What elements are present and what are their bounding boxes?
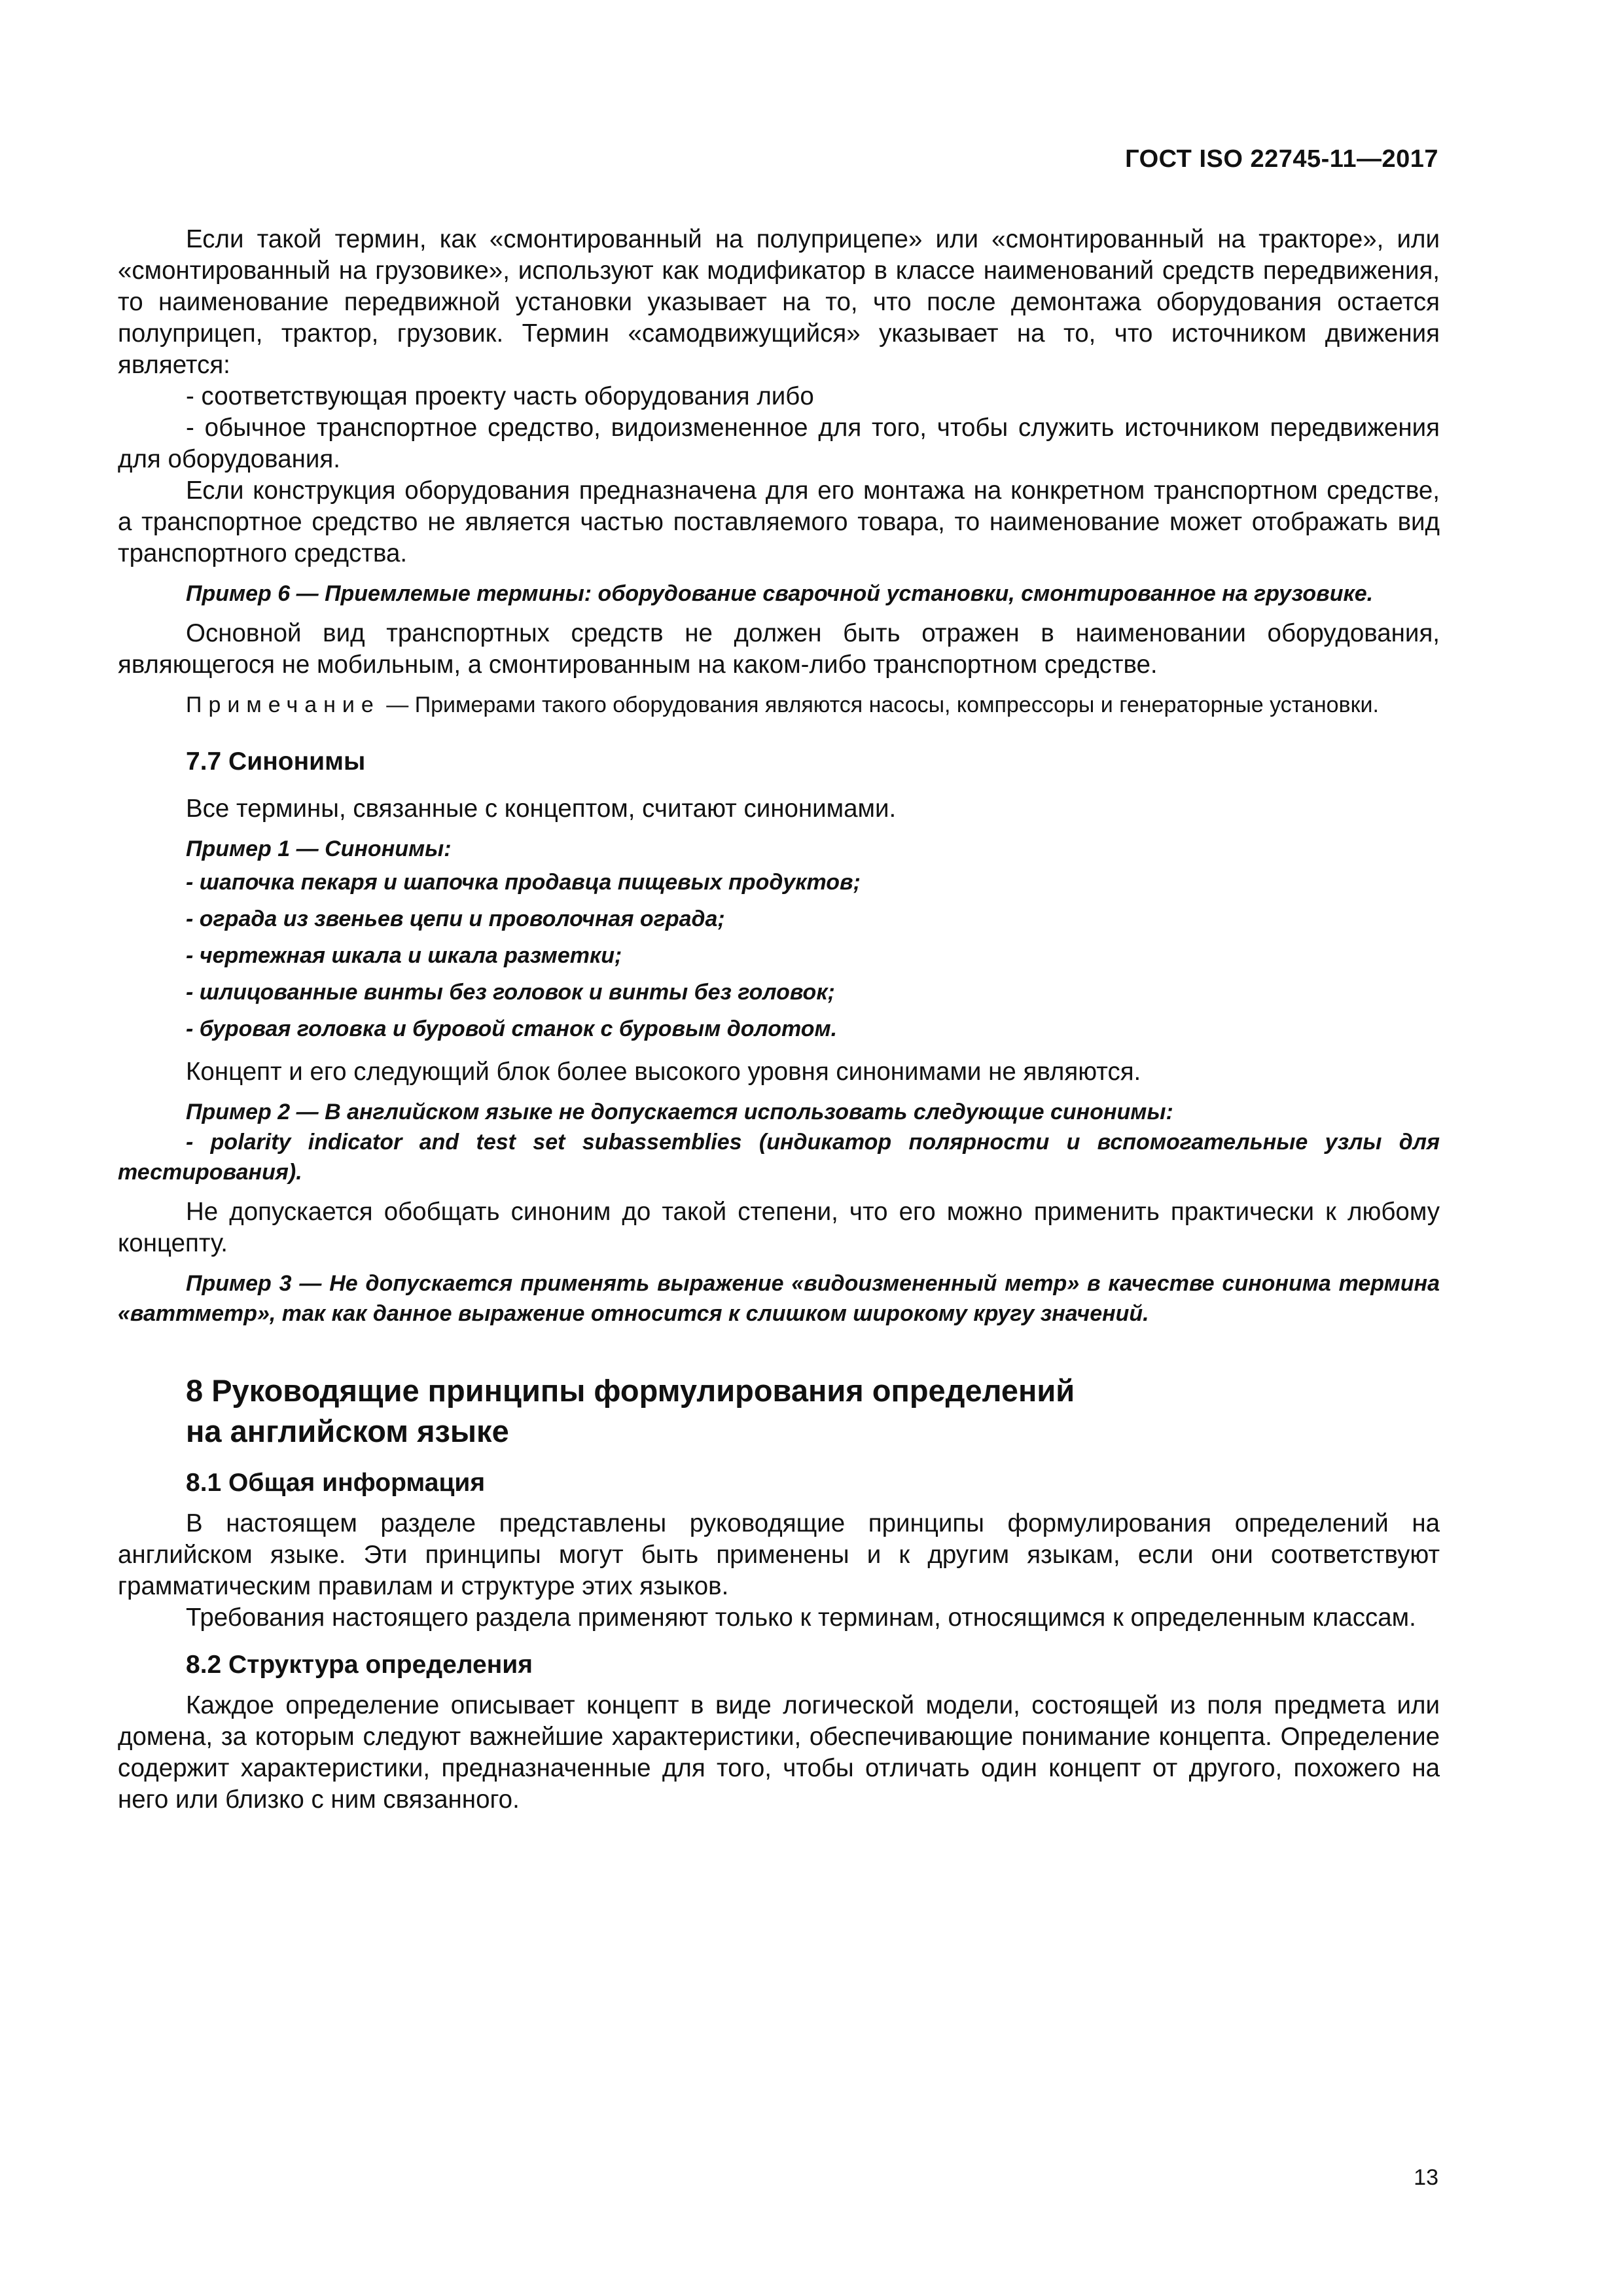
list-item-equipment-part: - соответствующая проекту часть оборудования либо	[186, 382, 814, 410]
section-heading-8-line-2: на английском языке	[186, 1414, 509, 1448]
section-heading-8-1: 8.1 Общая информация	[186, 1469, 486, 1497]
section-heading-8-2: 8.2 Структура определения	[186, 1651, 533, 1679]
paragraph-modifier-terms: Если такой термин, как «смонтированный на полуприцепе» или «смонтированный на тракторе», или «смонтированный на грузовике», используют как модификатор в классе наименований средств передвижения, то наименование передвижной установки указывает на то, что после демонтажа оборудования остается полуприцеп, трактор, грузовик. Термин «самодвижущийся» указывает на то, что источником движения является:	[118, 225, 1440, 379]
page-content	[118, 224, 1440, 1816]
paragraph-general-info: В настоящем разделе представлены руководящие принципы формулирования определений на английском языке. Эти принципы могут быть применены и к другим языкам, если они соответствуют грамматическим правилам и структуре этих языков.	[118, 1509, 1440, 1600]
paragraph-concept-block: Концепт и его следующий блок более высокого уровня синонимами не являются.	[186, 1058, 1141, 1086]
list-item-vehicle: - обычное транспортное средство, видоизмененное для того, чтобы служить источником передвижения для оборудования.	[118, 414, 1440, 473]
example-2-title: Пример 2 — В английском языке не допускается использовать следующие синонимы:	[186, 1100, 1173, 1124]
example-1-item: - ограда из звеньев цепи и проволочная ограда;	[186, 906, 725, 931]
example-2-item: - polarity indicator and test set subassemblies (индикатор полярности и вспомогательные узлы для тестирования).	[118, 1130, 1440, 1185]
paragraph-vehicle-type: Основной вид транспортных средств не должен быть отражен в наименовании оборудования, являющегося не мобильным, а смонтированным на каком-либо транспортном средстве.	[118, 619, 1440, 679]
paragraph-synonyms: Все термины, связанные с концептом, считают синонимами.	[186, 795, 897, 823]
example-1-item: - шлицованные винты без головок и винты без головок;	[186, 980, 835, 1005]
example-1-list	[118, 864, 1440, 1047]
note-label: Примечание	[186, 692, 380, 717]
document-header: ГОСТ ISO 22745-11—2017	[1125, 145, 1438, 173]
paragraph-generalize: Не допускается обобщать синоним до такой степени, что его можно применить практически к любому концепту.	[118, 1198, 1440, 1257]
example-1-title: Пример 1 — Синонимы:	[186, 836, 452, 861]
note-text: — Примерами такого оборудования являются насосы, компрессоры и генераторные установки.	[380, 692, 1379, 717]
example-1-item: - шапочка пекаря и шапочка продавца пищевых продуктов;	[186, 870, 861, 895]
paragraph-specific-vehicle: Если конструкция оборудования предназначена для его монтажа на конкретном транспортном средстве, а транспортное средство не является частью поставляемого товара, то наименование может отображать вид транспортного средства.	[118, 476, 1440, 567]
note	[118, 690, 1440, 720]
paragraph-requirements: Требования настоящего раздела применяют только к терминам, относящимся к определенным классам.	[186, 1604, 1416, 1632]
section-heading-8-line-1: 8 Руководящие принципы формулирования определений	[186, 1373, 1075, 1408]
example-3: Пример 3 — Не допускается применять выражение «видоизмененный метр» в качестве синонима термина «ваттметр», так как данное выражение относится к слишком широкому кругу значений.	[118, 1271, 1440, 1326]
example-1-item: - чертежная шкала и шкала разметки;	[186, 943, 622, 968]
example-1-item: - буровая головка и буровой станок с буровым долотом.	[186, 1016, 838, 1041]
paragraph-definition-structure: Каждое определение описывает концепт в виде логической модели, состоящей из поля предмета или домена, за которым следуют важнейшие характеристики, обеспечивающие понимание концепта. Определение содержит характеристики, предназначенные для того, чтобы отличать один концепт от другого, похожего на него или близко с ним связанного.	[118, 1691, 1440, 1814]
example-6: Пример 6 — Приемлемые термины: оборудование сварочной установки, смонтированное на грузовике.	[186, 581, 1374, 606]
section-heading-7-7: 7.7 Синонимы	[186, 747, 366, 776]
page-number: 13	[1414, 2165, 1438, 2190]
